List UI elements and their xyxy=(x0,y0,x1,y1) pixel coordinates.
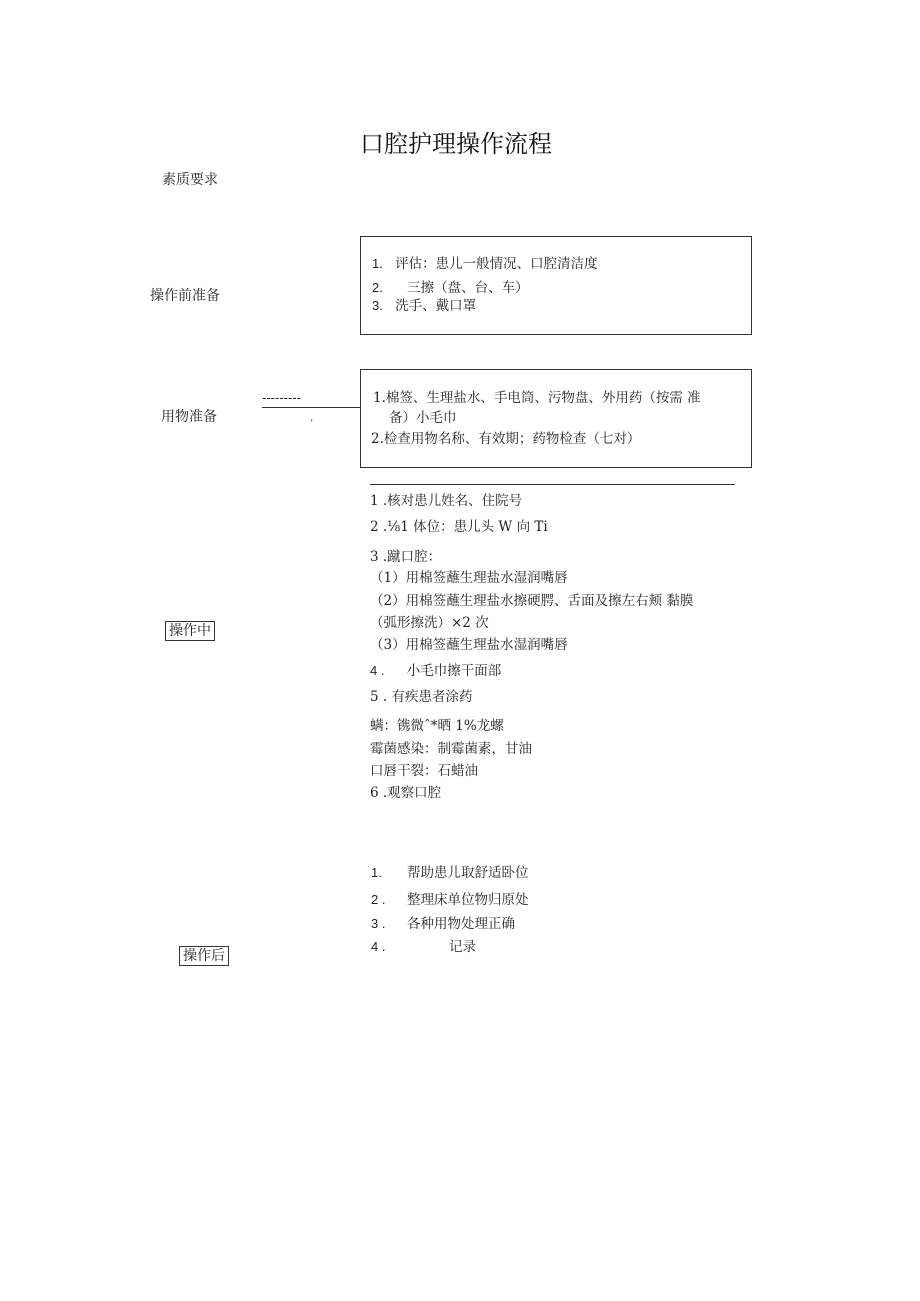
section-label-post-op: 操作后 xyxy=(179,946,229,966)
post-op-item xyxy=(371,912,515,932)
pre-op-item xyxy=(372,276,529,296)
during-step-5: 5 . 有疾患者涂药 xyxy=(370,689,473,705)
supplies-item-2: 2.检查用物名称、有效期；药物检查（七对） xyxy=(371,431,641,447)
supplies-item-1-line-2: 备）小毛巾 xyxy=(389,410,457,426)
during-step-6: 6 .观察口腔 xyxy=(370,785,442,801)
during-step-1: 1 .核对患儿姓名、住院号 xyxy=(370,493,523,509)
pre-op-item-num: 2. xyxy=(372,280,383,295)
post-op-item-num: 1. xyxy=(371,865,382,880)
during-substep-3: （3）用棉签蘸生理盐水湿润嘴唇 xyxy=(370,637,568,653)
during-substep-2-line-2: （弧形擦洗）×2 次 xyxy=(370,615,489,631)
post-op-item-text: 各种用物处理正确 xyxy=(407,916,515,932)
post-op-item xyxy=(371,888,529,908)
pre-op-item-text: 洗手、戴口罩 xyxy=(395,298,477,314)
page-title: 口腔护理操作流程 xyxy=(360,130,552,158)
during-substep-2-line-1: （2）用棉签蘸生理盐水擦硬腭、舌面及擦左右颊 黏膜 xyxy=(370,593,694,609)
post-op-item xyxy=(371,861,529,881)
pre-op-item-text: 三擦（盘、台、车） xyxy=(407,280,529,296)
during-step-4 xyxy=(370,659,501,679)
during-step-4-text: 小毛巾擦干面部 xyxy=(406,663,502,679)
connector-line xyxy=(262,407,360,408)
during-top-rule xyxy=(370,484,735,485)
pre-op-box xyxy=(360,236,752,335)
post-op-item-num: 4 . xyxy=(371,939,386,954)
during-med-3: 口唇干裂：石蜡油 xyxy=(370,763,478,779)
connector-dot: . xyxy=(310,410,314,424)
during-step-3: 3 .蹴口腔： xyxy=(370,549,442,565)
post-op-item-text: 整理床单位物归原处 xyxy=(407,892,529,908)
section-label-during: 操作中 xyxy=(165,621,215,641)
section-label-pre-op: 操作前准备 xyxy=(150,288,220,304)
pre-op-item xyxy=(372,294,476,314)
section-label-supplies: 用物准备 xyxy=(161,409,217,425)
post-op-item-text: 帮助患儿取舒适卧位 xyxy=(407,865,529,881)
during-step-2: 2 .⅛1 体位：患儿头 W 向 Ti xyxy=(370,519,548,535)
post-op-item-num: 3 . xyxy=(371,916,386,931)
post-op-item-text: 记录 xyxy=(449,939,476,955)
supplies-item-1-line-1: 1.棉签、生理盐水、手电筒、污物盘、外用药（按需 准 xyxy=(373,390,701,406)
during-step-4-num: 4 . xyxy=(370,663,385,678)
pre-op-item xyxy=(372,252,598,272)
during-med-2: 霉菌感染：制霉菌素，甘油 xyxy=(370,741,532,757)
post-op-item-num: 2 . xyxy=(371,892,386,907)
supplies-box xyxy=(360,369,752,468)
section-label-quality: 素质要求 xyxy=(162,172,218,188)
pre-op-item-num: 1. xyxy=(372,256,383,271)
connector-dashes: --------- xyxy=(262,390,301,405)
during-substep-1: （1）用棉签蘸生理盐水湿润嘴唇 xyxy=(370,570,568,586)
during-med-1: 螨：镌微ˆ*晒 1%龙螺 xyxy=(370,718,504,734)
pre-op-item-num: 3. xyxy=(372,298,383,313)
pre-op-item-text: 评估：患儿一般情况、口腔清洁度 xyxy=(395,256,598,272)
post-op-item xyxy=(371,935,476,955)
